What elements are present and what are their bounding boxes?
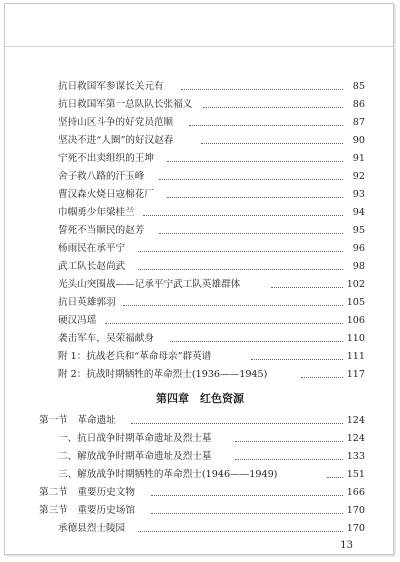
toc-leader (235, 441, 343, 442)
toc-leader (251, 359, 343, 360)
toc-entry-page: 98 (352, 261, 365, 272)
toc-entry (5, 206, 395, 220)
toc-entry-title: 坚决不进“人圈”的好汉赵春 (58, 135, 174, 146)
toc-leader (327, 477, 343, 478)
toc-leader (138, 531, 343, 532)
toc-leader (159, 179, 343, 180)
toc-leader (301, 377, 343, 378)
toc-section-entry (5, 504, 395, 518)
toc-leader (151, 495, 343, 496)
toc-entry-title: 抗日救国军第一总队队长张福义 (58, 99, 193, 110)
toc-leader (235, 459, 343, 460)
toc-entry-title: 承德县烈士陵园 (58, 523, 126, 534)
toc-entry-page: 170 (346, 505, 365, 516)
toc-entry (5, 350, 395, 364)
toc-entry-page: 124 (346, 433, 365, 444)
toc-section-entry (5, 414, 395, 428)
document-page (4, 3, 394, 555)
toc-entry (5, 278, 395, 292)
toc-entry-page: 111 (346, 351, 365, 362)
toc-entry (5, 450, 395, 464)
toc-entry-title: 硬汉冯瑶 (58, 315, 97, 326)
toc-entry (5, 224, 395, 238)
toc-entry-page: 102 (346, 279, 365, 290)
toc-entry-title: 坚持山区斗争的好党员范顺 (58, 117, 174, 128)
toc-entry-page: 85 (352, 81, 365, 92)
toc-entry (5, 80, 395, 94)
toc-entry (5, 296, 395, 310)
toc-leader (201, 143, 343, 144)
toc-entry-title: 三、解放战争时期牺牲的革命烈士(1946——1949) (58, 469, 278, 480)
toc-entry-page: 90 (352, 135, 365, 146)
toc-entry (5, 260, 395, 274)
toc-entry (5, 188, 395, 202)
toc-leader (203, 107, 343, 108)
toc-leader (105, 323, 343, 324)
toc-entry-page: 96 (352, 243, 365, 254)
toc-entry-page: 151 (346, 469, 365, 480)
toc-leader (143, 215, 343, 216)
toc-leader (181, 89, 343, 90)
toc-entry-title: 巾帼勇少年梁桂兰 (58, 207, 135, 218)
toc-entry-title: 舍子救八路的汗玉峰 (58, 171, 145, 182)
toc-entry-title: 曹汉森火烧日寇棉花厂 (58, 189, 154, 200)
toc-entry (5, 368, 395, 382)
toc-entry-page: 133 (346, 451, 365, 462)
toc-leader (167, 161, 343, 162)
toc-entry-title: 一、抗日战争时期革命遗址及烈士墓 (58, 433, 212, 444)
toc-entry-title: 宁死不出卖组织的王坤 (58, 153, 154, 164)
toc-leader (159, 233, 343, 234)
toc-leader (138, 251, 343, 252)
toc-entry-title: 二、解放战争时期革命遗址及烈士墓 (58, 451, 212, 462)
toc-entry-page: 124 (346, 415, 365, 426)
toc-leader (138, 269, 343, 270)
toc-entry-page: 86 (352, 99, 365, 110)
toc-entry-page: 105 (346, 297, 365, 308)
toc-leader (170, 341, 343, 342)
toc-entry-page: 117 (346, 369, 365, 380)
page-number: 13 (340, 540, 353, 551)
toc-entry (5, 468, 395, 482)
toc-section-entry (5, 486, 395, 500)
toc-entry-title: 光头山突围战——记承平宁武工队英雄群体 (58, 279, 241, 290)
toc-entry (5, 152, 395, 166)
toc-entry-page: 95 (352, 225, 365, 236)
toc-leader (167, 197, 343, 198)
toc-entry-title: 抗日救国军参谋长关元有 (58, 81, 164, 92)
toc-entry-page: 170 (346, 523, 365, 534)
toc-entry-title: 抗日英雄郭羽 (58, 297, 116, 308)
toc-entry-title: 杨雨民在承平宁 (58, 243, 126, 254)
toc-entry-title: 誓死不当顺民的赵芳 (58, 225, 145, 236)
toc-entry-page: 166 (346, 487, 365, 498)
toc-entry-page: 93 (352, 189, 365, 200)
toc-entry (5, 432, 395, 446)
toc-entry (5, 242, 395, 256)
toc-entry-page: 94 (352, 207, 365, 218)
toc-entry-title: 第三节 重要历史场馆 (39, 505, 135, 516)
toc-entry-title: 袭击军车，吴荣福献身 (58, 333, 154, 344)
toc-leader (151, 513, 343, 514)
toc-entry-title: 武工队长赵尚武 (58, 261, 126, 272)
toc-leader (123, 305, 343, 306)
toc-entry-title: 附 2：抗战时期牺牲的革命烈士(1936——1945) (58, 369, 268, 380)
toc-entry (5, 98, 395, 112)
toc-entry (5, 134, 395, 148)
toc-entry (5, 314, 395, 328)
toc-leader (271, 287, 343, 288)
chapter-heading: 第四章 红色资源 (156, 392, 244, 405)
header-rule (5, 46, 393, 47)
toc-entry-page: 91 (352, 153, 365, 164)
toc-leader (131, 423, 343, 424)
toc-entry (5, 332, 395, 346)
toc-entry-title: 第一节 革命遗址 (39, 415, 116, 426)
toc-entry-page: 87 (352, 117, 365, 128)
toc-entry (5, 170, 395, 184)
toc-entry-title: 附 1：抗战老兵和“革命母亲”群英谱 (58, 351, 212, 362)
toc-entry-page: 106 (346, 315, 365, 326)
toc-leader (189, 125, 343, 126)
toc-entry-title: 第二节 重要历史文物 (39, 487, 135, 498)
toc-entry-page: 92 (352, 171, 365, 182)
toc-entry-page: 110 (346, 333, 365, 344)
toc-entry (5, 116, 395, 130)
toc-entry (5, 522, 395, 536)
